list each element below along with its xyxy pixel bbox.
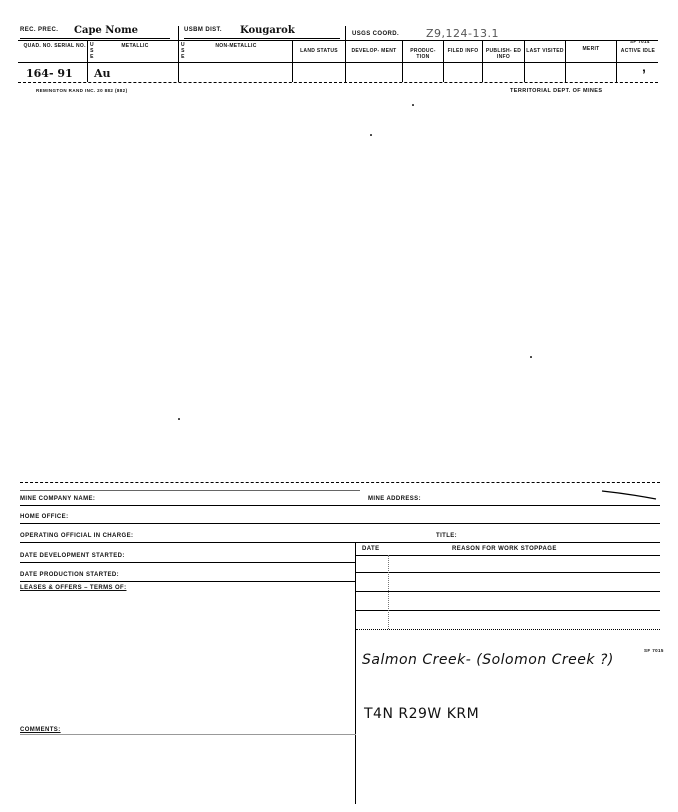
home-office-label: HOME OFFICE: [20,514,69,520]
operating-official-label: OPERATING OFFICIAL IN CHARGE: [20,533,134,539]
date-production-label: DATE PRODUCTION STARTED: [20,572,120,578]
mine-company-label: MINE COMPANY NAME: [20,496,96,502]
usbm-dist-label: USBM DIST. [184,27,223,33]
pen-stroke [600,488,658,502]
usbm-dist-value: Kougarok [240,25,295,36]
use-nonmetallic-col: U S E [181,42,185,60]
active-idle-mark: ’ [642,66,646,82]
usgs-coord-value: Z9,124-13.1 [426,27,499,40]
handwritten-note-2: T4N R29W KRM [364,706,480,722]
date-development-label: DATE DEVELOPMENT STARTED: [20,553,125,559]
reason-label: REASON FOR WORK STOPPAGE [452,546,557,552]
metallic-col: METALLIC [121,43,149,49]
quad-serial-value: 164- 91 [26,67,73,80]
land-status-col: LAND STATUS [300,48,338,54]
dept-line: TERRITORIAL DEPT. OF MINES [510,88,603,94]
rec-prec-label: REC. PREC. [20,27,59,33]
filed-info-col: FILED INFO [447,48,479,54]
mine-address-label: MINE ADDRESS: [368,496,421,502]
rec-prec-value: Cape Nome [74,25,139,36]
usgs-coord-label: USGS COORD. [352,31,400,37]
leases-label: LEASES & OFFERS – TERMS OF: [20,585,127,591]
use-metallic-col: U S E [90,42,94,60]
published-info-col: PUBLISH- ED INFO [485,48,522,60]
last-visited-col: LAST VISITED [526,48,564,54]
date-label: DATE [362,546,380,552]
form-number-top: SF 7014 [630,39,650,44]
production-col: PRODUC- TION [410,48,436,60]
non-metallic-col: NON-METALLIC [215,43,257,49]
title-label: TITLE: [436,533,458,539]
handwritten-note-1: Salmon Creek- (Solomon Creek ?) [362,652,614,668]
active-idle-col: ACTIVE IDLE [620,48,656,54]
serial-no-col: SERIAL NO. [54,43,86,49]
comments-label: COMMENTS: [20,727,61,733]
metallic-value: Au [94,67,111,80]
development-col: DEVELOP- MENT [351,48,397,54]
printer-line: REMINGTON RAND INC. 20 882 (882) [36,88,128,93]
merit-col: MERIT [582,46,600,52]
form-number-bottom: SF 7015 [644,648,664,653]
quad-no-col: QUAD. NO. [23,43,53,49]
